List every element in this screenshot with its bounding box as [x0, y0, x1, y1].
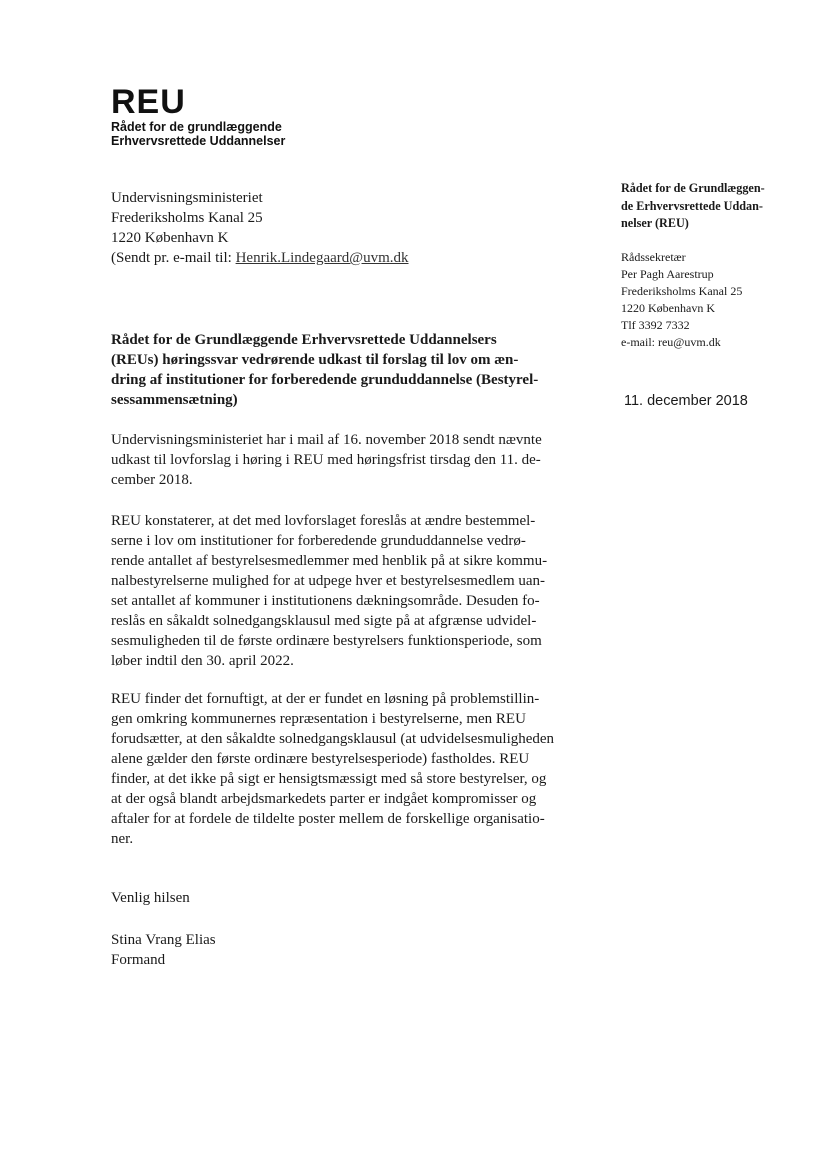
paragraph-line: reslås en såkaldt solnedgangsklausul med sigte på at afgrænse udvidel- — [111, 613, 537, 629]
subject-line: dring af institutioner for forberedende grunduddannelse (Bestyrel- — [111, 372, 539, 388]
recipient-city: 1220 København K — [111, 230, 229, 246]
sidebar-org-line: Rådet for de Grundlæggen- — [621, 181, 765, 195]
subject-line: (REUs) høringssvar vedrørende udkast til forslag til lov om æn- — [111, 352, 519, 368]
closing-greeting: Venlig hilsen — [111, 890, 190, 906]
recipient-street: Frederiksholms Kanal 25 — [111, 210, 263, 226]
paragraph-line: serne i lov om institutioner for forberedende grunduddannelse vedrø- — [111, 533, 526, 549]
sent-label: (Sendt pr. e-mail til: — [111, 250, 232, 266]
paragraph-line: forudsætter, at den såkaldte solnedgangsklausul (at udvidelsesmuligheden — [111, 731, 555, 747]
paragraph-line: ner. — [111, 831, 134, 847]
paragraph-line: nalbestyrelserne mulighed for at udpege hver et bestyrelsesmedlem uan- — [111, 573, 546, 589]
paragraph-line: udkast til lovforslag i høring i REU med høringsfrist tirsdag den 11. de- — [111, 452, 541, 468]
paragraph-line: cember 2018. — [111, 472, 193, 488]
body-paragraph-1 — [111, 430, 581, 490]
paragraph-line: Undervisningsministeriet har i mail af 16. november 2018 sendt nævnte — [111, 432, 542, 448]
letter-date: 11. december 2018 — [624, 393, 748, 409]
sidebar-contact — [621, 249, 796, 351]
subject-line: Rådet for de Grundlæggende Erhvervsrettede Uddannelsers — [111, 332, 497, 348]
sidebar-contact-phone: Tlf 3392 7332 — [621, 317, 690, 332]
paragraph-line: REU finder det fornuftigt, at der er fundet en løsning på problemstillin- — [111, 691, 540, 707]
paragraph-line: set antallet af kommuner i institutionens dækningsområde. Desuden fo- — [111, 593, 540, 609]
body-paragraph-2 — [111, 511, 581, 671]
letter-subject — [111, 330, 571, 410]
sidebar-org-line: de Erhvervsrettede Uddan- — [621, 198, 763, 213]
paragraph-line: løber indtil den 30. april 2022. — [111, 653, 294, 669]
logo-mark: REU — [111, 83, 186, 121]
body-paragraph-3 — [111, 689, 581, 849]
paragraph-line: gen omkring kommunernes repræsentation i bestyrelserne, men REU — [111, 711, 526, 727]
sidebar-contact-name: Per Pagh Aarestrup — [621, 266, 714, 281]
letterhead-logo — [111, 84, 285, 148]
recipient-sent-line — [111, 248, 491, 268]
subject-line: sessammensætning) — [111, 392, 238, 408]
signature-title: Formand — [111, 952, 166, 968]
sidebar-org-name — [621, 180, 796, 233]
logo-org-line-2: Erhvervsrettede Uddannelser — [111, 134, 286, 148]
sidebar-org-line: nelser (REU) — [621, 216, 689, 230]
paragraph-line: at der også blandt arbejdsmarkedets parter er indgået kompromisser og — [111, 791, 537, 807]
paragraph-line: alene gælder den første ordinære bestyrelsesperiode) fastholdes. REU — [111, 751, 530, 767]
logo-org-line-1: Rådet for de grundlæggende — [111, 120, 282, 134]
sidebar-contact-city: 1220 København K — [621, 300, 715, 315]
recipient-email-link[interactable]: Henrik.Lindegaard@uvm.dk — [235, 250, 409, 266]
sender-sidebar — [621, 180, 796, 351]
paragraph-line: REU konstaterer, at det med lovforslaget foreslås at ændre bestemmel- — [111, 513, 536, 529]
signature-name: Stina Vrang Elias — [111, 932, 216, 948]
recipient-address — [111, 188, 491, 268]
signature-block — [111, 930, 216, 970]
sidebar-contact-email: e-mail: reu@uvm.dk — [621, 334, 721, 349]
paragraph-line: rende antallet af bestyrelsesmedlemmer med henblik på at sikre kommu- — [111, 553, 548, 569]
sidebar-contact-role: Rådssekretær — [621, 249, 686, 264]
paragraph-line: finder, at det ikke på sigt er hensigtsmæssigt med så store bestyrelser, og — [111, 771, 547, 787]
paragraph-line: sesmuligheden til de første ordinære bestyrelsers funktionsperiode, som — [111, 633, 542, 649]
recipient-name: Undervisningsministeriet — [111, 190, 263, 206]
sidebar-contact-street: Frederiksholms Kanal 25 — [621, 283, 743, 298]
paragraph-line: aftaler for at fordele de tildelte poster mellem de forskellige organisatio- — [111, 811, 545, 827]
